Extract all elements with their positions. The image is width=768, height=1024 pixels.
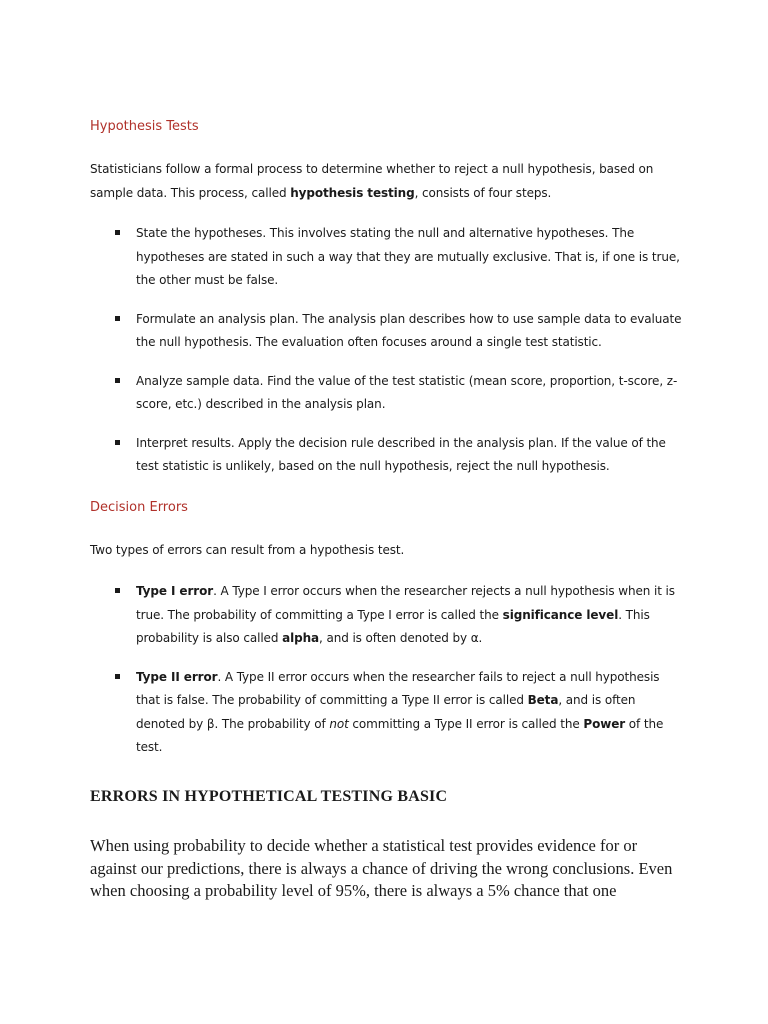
errors-list xyxy=(90,580,690,760)
hypothesis-testing-term: hypothesis testing xyxy=(290,185,415,200)
power-term: Power xyxy=(583,716,626,731)
list-item-type-i-error: Type I error. A Type I error occurs when the researcher rejects a null hypothesis when it is true. The probability of committing a Type I error is called the significance level. This probability is also called alpha, and is often denoted by α. xyxy=(90,580,682,651)
errors-in-testing-paragraph: When using probability to decide whether a statistical test provides evidence for or against our predictions, there is always a chance of driving the wrong conclusions. Even when choosing a probability level of 95%, there is always a 5% chance that one xyxy=(90,836,673,900)
alpha-term: alpha xyxy=(282,631,320,645)
square-bullet-icon xyxy=(115,588,120,593)
square-bullet-icon xyxy=(115,230,120,235)
decision-errors-intro: Two types of errors can result from a hypothesis test. xyxy=(90,543,405,557)
list-item: Formulate an analysis plan. The analysis plan describes how to use sample data to evaluate the null hypothesis. The evaluation often focuses around a single test statistic. xyxy=(90,308,682,355)
list-item: Interpret results. Apply the decision rule described in the analysis plan. If the value of the test statistic is unlikely, based on the null hypothesis, reject the null hypothesis. xyxy=(90,432,682,479)
errors-in-testing-heading: ERRORS IN HYPOTHETICAL TESTING BASIC xyxy=(90,788,448,805)
decision-errors-heading: Decision Errors xyxy=(90,500,188,515)
type-ii-error-term: Type II error xyxy=(136,669,218,684)
list-item-type-ii-error: Type II error. A Type II error occurs when the researcher fails to reject a null hypothesis that is false. The probability of committing a Type II error is called Beta, and is often denoted by β. The probability of not committing a Type II error is called the Power of the test. xyxy=(90,666,682,760)
significance-level-term: significance level xyxy=(502,607,619,622)
type-i-error-term: Type I error xyxy=(136,584,214,598)
square-bullet-icon xyxy=(115,316,120,321)
steps-list xyxy=(90,222,690,479)
square-bullet-icon xyxy=(115,440,120,445)
square-bullet-icon xyxy=(115,674,120,679)
list-item: State the hypotheses. This involves stating the null and alternative hypotheses. The hypotheses are stated in such a way that they are mutually exclusive. That is, if one is true, the other must be false. xyxy=(90,222,682,293)
hypothesis-intro-paragraph: Statisticians follow a formal process to determine whether to reject a null hypothesis, based on sample data. This process, called hypothesis testing, consists of four steps. xyxy=(90,162,654,200)
square-bullet-icon xyxy=(115,378,120,383)
hypothesis-tests-heading: Hypothesis Tests xyxy=(90,119,199,134)
not-emphasis: not xyxy=(329,716,349,731)
beta-term: Beta xyxy=(527,693,559,707)
list-item: Analyze sample data. Find the value of the test statistic (mean score, proportion, t-score, z-score, etc.) described in the analysis plan. xyxy=(90,370,682,417)
